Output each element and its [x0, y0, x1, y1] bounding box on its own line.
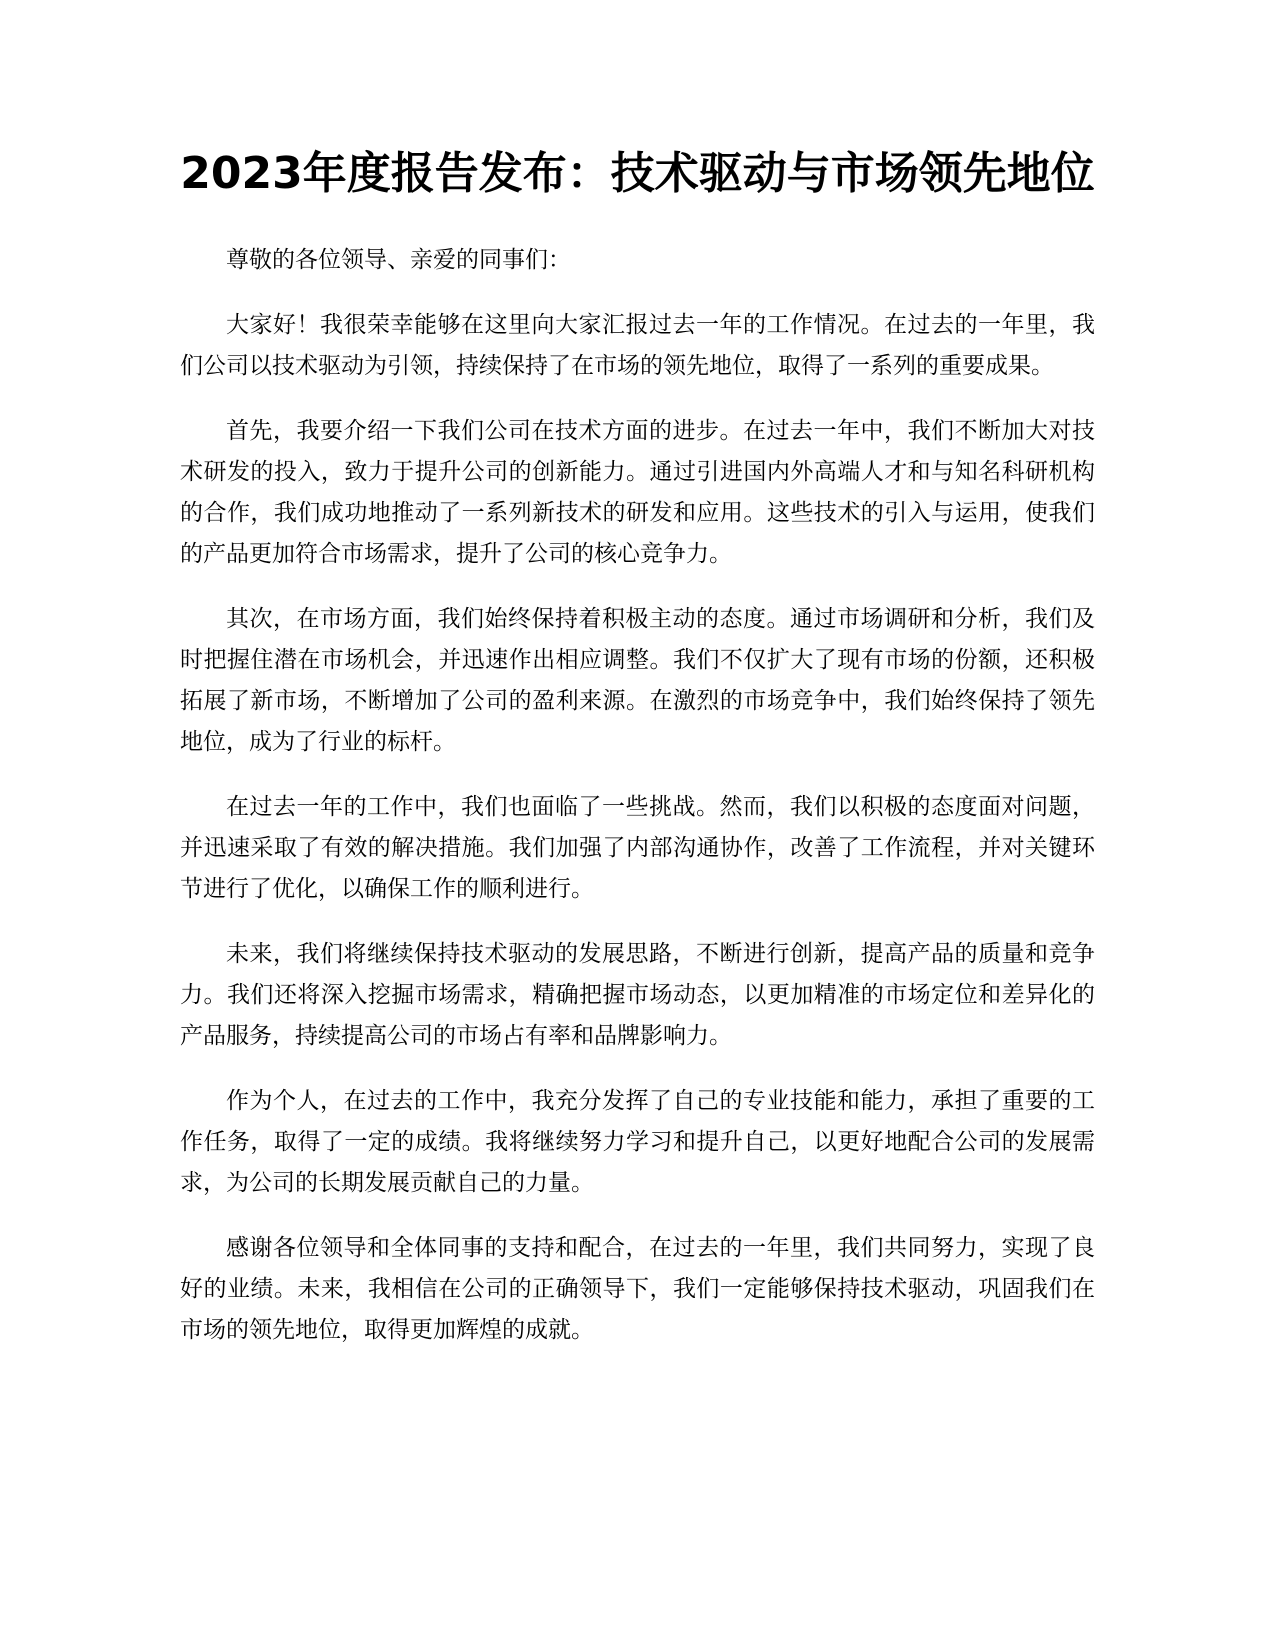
body-paragraph-intro: 大家好！我很荣幸能够在这里向大家汇报过去一年的工作情况。在过去的一年里，我们公司以技术驱动为引领，持续保持了在市场的领先地位，取得了一系列的重要成果。	[180, 312, 1095, 379]
body-paragraph-future: 未来，我们将继续保持技术驱动的发展思路，不断进行创新，提高产品的质量和竞争力。我们还将深入挖掘市场需求，精确把握市场动态，以更加精准的市场定位和差异化的产品服务，持续提高公司的市场占有率和品牌影响力。	[180, 941, 1095, 1049]
body-paragraph-challenges: 在过去一年的工作中，我们也面临了一些挑战。然而，我们以积极的态度面对问题，并迅速采取了有效的解决措施。我们加强了内部沟通协作，改善了工作流程，并对关键环节进行了优化，以确保工作的顺利进行。	[180, 794, 1095, 902]
body-paragraph-market: 其次，在市场方面，我们始终保持着积极主动的态度。通过市场调研和分析，我们及时把握住潜在市场机会，并迅速作出相应调整。我们不仅扩大了现有市场的份额，还积极拓展了新市场，不断增加了公司的盈利来源。在激烈的市场竞争中，我们始终保持了领先地位，成为了行业的标杆。	[180, 606, 1095, 755]
document-title: 2023年度报告发布：技术驱动与市场领先地位	[180, 148, 1095, 199]
body-paragraph-personal: 作为个人，在过去的工作中，我充分发挥了自己的专业技能和能力，承担了重要的工作任务，取得了一定的成绩。我将继续努力学习和提升自己，以更好地配合公司的发展需求，为公司的长期发展贡献自己的力量。	[180, 1088, 1095, 1196]
salutation-paragraph: 尊敬的各位领导、亲爱的同事们：	[226, 247, 571, 273]
body-paragraph-technology: 首先，我要介绍一下我们公司在技术方面的进步。在过去一年中，我们不断加大对技术研发的投入，致力于提升公司的创新能力。通过引进国内外高端人才和与知名科研机构的合作，我们成功地推动了一系列新技术的研发和应用。这些技术的引入与运用，使我们的产品更加符合市场需求，提升了公司的核心竞争力。	[180, 418, 1095, 567]
body-paragraph-thanks: 感谢各位领导和全体同事的支持和配合，在过去的一年里，我们共同努力，实现了良好的业绩。未来，我相信在公司的正确领导下，我们一定能够保持技术驱动，巩固我们在市场的领先地位，取得更加辉煌的成就。	[180, 1235, 1095, 1343]
